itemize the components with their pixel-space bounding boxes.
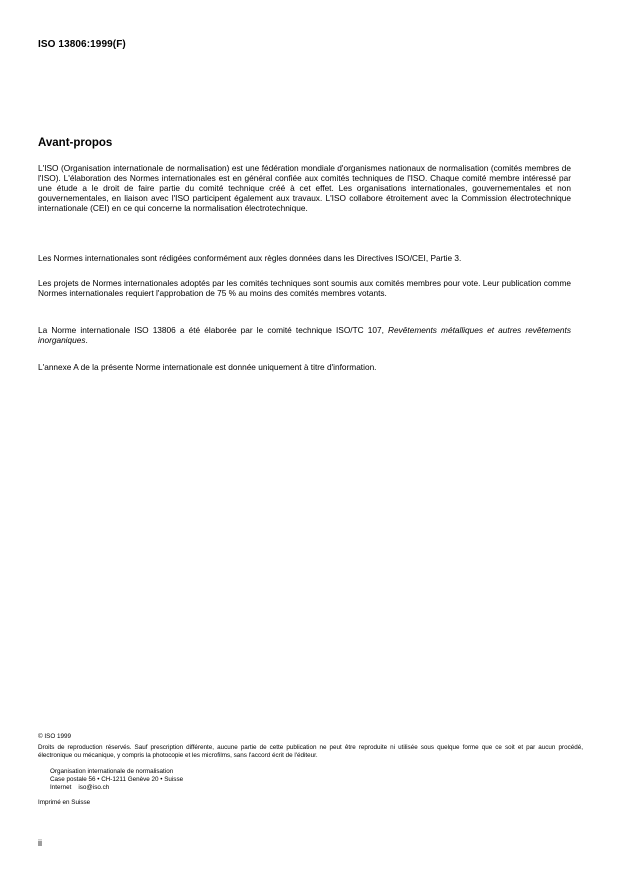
paragraph-directives: Les Normes internationales sont rédigées conformément aux règles données dans les Directives ISO/CEI, Partie 3. (38, 253, 462, 263)
publisher-address (50, 768, 595, 792)
paragraph-annex: L'annexe A de la présente Norme internationale est donnée uniquement à titre d'information. (38, 362, 377, 372)
internet-line (50, 784, 595, 792)
paragraph-committee (38, 325, 571, 345)
committee-title: Revêtements métalliques et autres revêtements inorganiques (38, 325, 571, 346)
section-title: Avant-propos (38, 137, 113, 149)
document-id: ISO 13806:1999(F) (38, 39, 126, 50)
committee-end: . (85, 335, 88, 346)
rights-statement: Droits de reproduction réservés. Sauf prescription différente, aucune partie de cette publication ne peut être reproduite ni utilisée sous quelque forme que ce soit et par aucun procédé, électronique ou mécanique, y compris la photocopie et les microfilms, sans l'accord écrit de l'éditeur. (38, 744, 583, 759)
internet-email: iso@iso.ch (78, 784, 110, 791)
copyright-notice: © ISO 1999 (38, 733, 71, 740)
committee-text: La Norme internationale ISO 13806 a été élaborée par le comité technique ISO/TC 107, (38, 325, 389, 335)
internet-label: Internet (50, 784, 72, 791)
org-address: Case postale 56 • CH-1211 Genève 20 • Suisse (50, 776, 184, 783)
paragraph-voting: Les projets de Normes internationales adoptés par les comités techniques sont soumis aux comités membres pour vote. Leur publication comme Normes internationales requiert l'approbation de 75 % au moins des comités membres votants. (38, 278, 571, 299)
paragraph-iso-description: L'ISO (Organisation internationale de normalisation) est une fédération mondiale d'organismes nationaux de normalisation (comités membres de l'ISO). L'élaboration des Normes internationales est en général confiée aux comités techniques de l'ISO. Chaque comité membre intéressé par une étude a le droit de faire partie du comité technique créé à cet effet. Les organisations internationales, gouvernementales et non gouvernementales, en liaison avec l'ISO participent également aux travaux. L'ISO collabore étroitement avec la Commission électrotechnique internationale (CEI) en ce qui concerne la normalisation électrotechnique. (38, 163, 571, 214)
printed-in: Imprimé en Suisse (38, 799, 91, 806)
org-name: Organisation internationale de normalisation (50, 768, 174, 775)
page-number: ii (38, 838, 42, 848)
